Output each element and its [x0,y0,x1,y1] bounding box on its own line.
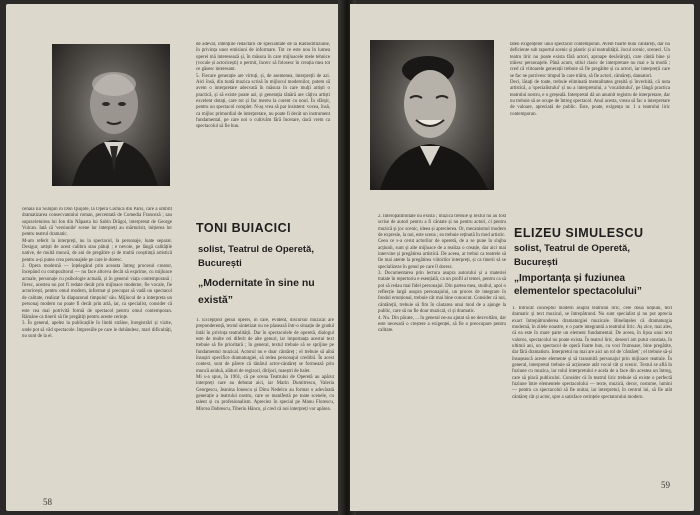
portrait-left-illustration [52,44,170,186]
portrait-right-illustration [370,40,494,190]
left-column-1: cenaia lui Sulupin în Don Quijote, la Opera Comică din Paris, care a umbrit dramatizarea consecvantului roman, percentată de Comedia Franceză ; sau supravietuirea lui Ion din Năpasta lui Sabin Drăgoi, interpretat de George Vulcan. Iată că 'versiunile' scene lor interpreți au mărturisit, inițierea lor pentru teatrul dramatic. M-am referit la interpreți, nu la spectacol, la personaje, luate separat. Desigur, artiști de acest calibru stau pătuți ; e nevoie, pe lângă calitățile native, de multă muncă, de ani de pregătire și de multă conștiință artistică pentru a-și putea crea personajele pe care le doresc. 2. Opera modernă — înțelegând prin aceasta întreg procesul creator, începând cu compozitorul — nu face altceva decât să exprime, cu mijloace actuale, personaje cu psihologie actuală, și în general viața contemporană ; firesc, acestea nu pot fi redate decât prin mijloace moderne, fie vocale, fie actoricești, pentru omul modern, informat și precupat să vadă un spectacol de calitate, realizat 'la diapazonul timpului' său. Mijlocul de a interpreta un personaj modern nu poate fi decât prin artă, iar, ca specialist, consider că este cea mai potrivită formă de spectacol pentru omul contemporan. Rămâne ca tinerii să fie pregătiți pentru aceste cerințe. 3. În general, apelez la publicațiile în limbi străine, înregistrări și vizite, unde pot să văd spectacole. Impresiile pe care le dobândesc, mari dificultăți, nu sunt de la ei. [22,207,172,339]
right-top-column: taten exigențelor unui spectacol contemporan. Avem foarte buni cântăreți, dar nu deficiente sub raportul scenic și plastic și al teatralității. Jocul scenic, sceneci. Un teatru liric nu poate exista fără actori, aproape desăvârșiți, care cântă bine și trăiesc personajele. Până acum, stilul clasic de interpretare nu mai e la modă ; cred că viitoarele generații trebuie să fie pregătite și ca actori, iar interpreții care se fac ne potrivesc timpul în care trăim, să fie actori, cântăreți, dansatori. Deci, lăsaţi de toate, trebuie eliminată mentalitatea greșită și învechită, că nota artistică, a 'specialistului' și nu a interpretului, a 'vocalistului', pe lângă practica teatrului nostru, e o greșeală. Interpretul dă un anumit registru de interpretare, dar nu trebuie să se ocupe de întreg spectacol. Anul acesta, vreau să fac o interpretare de valoare, apreciată de public. Este, poate, exigența nr. 1 a teatrului liric contemporan. [510,42,670,117]
right-quote-title: „Importanța și fuziunea elementelor spectacolului” [514,273,642,297]
left-interviewee-name: TONI BUIACICI [196,221,292,235]
left-page [6,4,344,511]
left-page-number: 58 [43,497,52,507]
right-interviewee-role: solist, Teatrul de Operetă, București [514,243,630,268]
right-column-2: 1. Întrucât conceptul modern asupra teatrului liric, cele două noțiuni, text dramatic și text muzical, se întrepătrund. Nu sunt specialist și nu pot aprecia exact întrepătrunderea dramaturgiei muzicale. Bineînțeles că dramaturgia modernă, în zilele noastre, e o parte integrantă a teatrului liric. Aș zice, mai ales, că ea este în mare parte un element fundamental. De aceea, în lipsa unui text valoros, spectacolul nu poate exista. În teatrul liric, deseori am putut constata, în ultimii ani, un spectacol de operă foarte bun, cu voci frumoase, bine pregătite, dar fără dramatism. Interpretul nu mai are aici un rol de 'cântăreț' ; el trebuie să-și însușească aceste elemente și să transmită personajul prin mijloace teatrale. În general, interpretul trebuie să acționeze atât vocal cât și scenic. Textul se află în fuziune cu muzica, iar rolul interpretului e acela de a face din acestea un întreg, care să placă publicului. Consider că în teatrul liric trebuie să existe o perfectă fuziune între elementele spectacolului — texte, muzică, decor, costume, lumini — pentru ca spectacolul să fie unitar, iar interpretul, în centrul lui, să fie atât cântăreț cât și actor, spre a satisface cerințele spectatorului modern. [512,306,672,400]
right-interviewee-name: ELIZEU SIMULESCU [514,226,644,240]
right-page-number: 59 [661,480,670,490]
left-interviewee-role: solist, Teatrul de Operetă, București [198,244,314,269]
right-column-1: 2. Interopatibilitate nu există ; muzica trebuie și textul nu au fost scrise de autori pentru a fi cântate și nu pentru actori, ci pentru muzică și joc scenic, ideea și aprecierea. Or, mecanismul modern de expresie, la noi, este scena ; ea trebuie reținută în mod artistic. Ceea ce s-a cerut actorilor de operetă, de a se pune în slujba acțiunii, sunt și alte mijloace de a realiza o creație, dar aici mai intervine și pregătirea artistică. De aceea, ar trebui ca teatrele să fie mai atente la pregătirea viitorilor interpreți, și ca tinerii să se specializeze în genul pe care îl doresc. 3. Documentarea prin lectura asupra autorului și a materiei tratate în repertoriu e esențială, ca un profil al temei, pentru ca să pot să redau mai fidel personajul. Din partea mea, studiul, apoi o reflecție largă asupra personajului, un proces de integrare în fondul emoțional, trebuie cât mai bine cunoscut. Consider că noi, cântăreții, trebuie să fim în căutarea unui mod de a ajunge la public, care să nu fie doar muzical, ci și dramatic. 4. Nu. Din păcate, ... în general ne-au ajutat să ne dezvoltăm, dar este necesară o creștere a exigenței, să fie o preocupare pentru calitate. [378,214,506,334]
portrait-photo-right-icon [370,40,494,190]
left-column-2: 1. Excepțind genul operei, în care, evident, discursul muzical are preponderență, textul sintetizat nu ne plasează într-o situație de gradul întâi în privința teatralității. Dar în spectacolele de operetă, dialogul este de multe ori diferit de alte genuri, iar importanța acestui text trebuie să fie prioritară ; în general, textul trebuie să se sprijine pe fundamentul muzical. Actorul nu e doar cântăreț ; el trebuie să aibă însușiri specifice dramaturgiei, să redea personajul credibil. În acest context, sunt de părere că tânărul actor-cântăreț se formează prin muncă asiduă, alături de regizori, dirijori, maeștri de balet. Mi s-a spus, în 1961, că pe scena Teatrului de Operetă au apărut interpreți care au debutat aici, iar Marin Dumitrescu, Valeria Georgescu, Jeanina Ionescu și Dinu Nedelcu au format o adevărată generație a teatrului nostru, care se manifestă pe toate scenele, cu talent și cu profesionalism. Apreciez în special pe Manu Florescu, Mircea Dobrescu, Tiberiu Hâncu, și cred că noi interpreți vor apărea. [196,318,334,412]
left-quote-title: „Modernitate în sine nu există” [198,277,315,306]
portrait-photo-left-icon [52,44,170,186]
left-top-column: de adevăr, intențiile redactării de specialitate de la Radiodifuziune, în privința unor emisiuni de informare. Tot ce este nou în lumea operei mă interesează și, în măsura în care mijloacele mele tehnice (vocale și actoricești) o permit, încerc să folosesc în creația mea tot ce găsesc interesant. 5. Fiecare generație are virtuți, și, de asemenea, interpreții de azi. Aici însă, din toată muzica scrisă în mijlocul modernilor, putem să avem o interpretare adecvată în măsura în care mulți artiști o practică, și să existe poate azi, și generația tânără are câțiva artiști excelent dotați, care tot și fac mereu la curent cu noul. În sfârșit, pentru un spectacol complet. N-aș vrea să par insistent: vocea, însă, ca mijloc primordial de interpretare, nu poate fi decât un instrument fundamental, pe care noi o cultivăm fără încetare, dacă vrem ca spectacolul să fie bun. [196,42,330,130]
right-page [350,4,694,511]
